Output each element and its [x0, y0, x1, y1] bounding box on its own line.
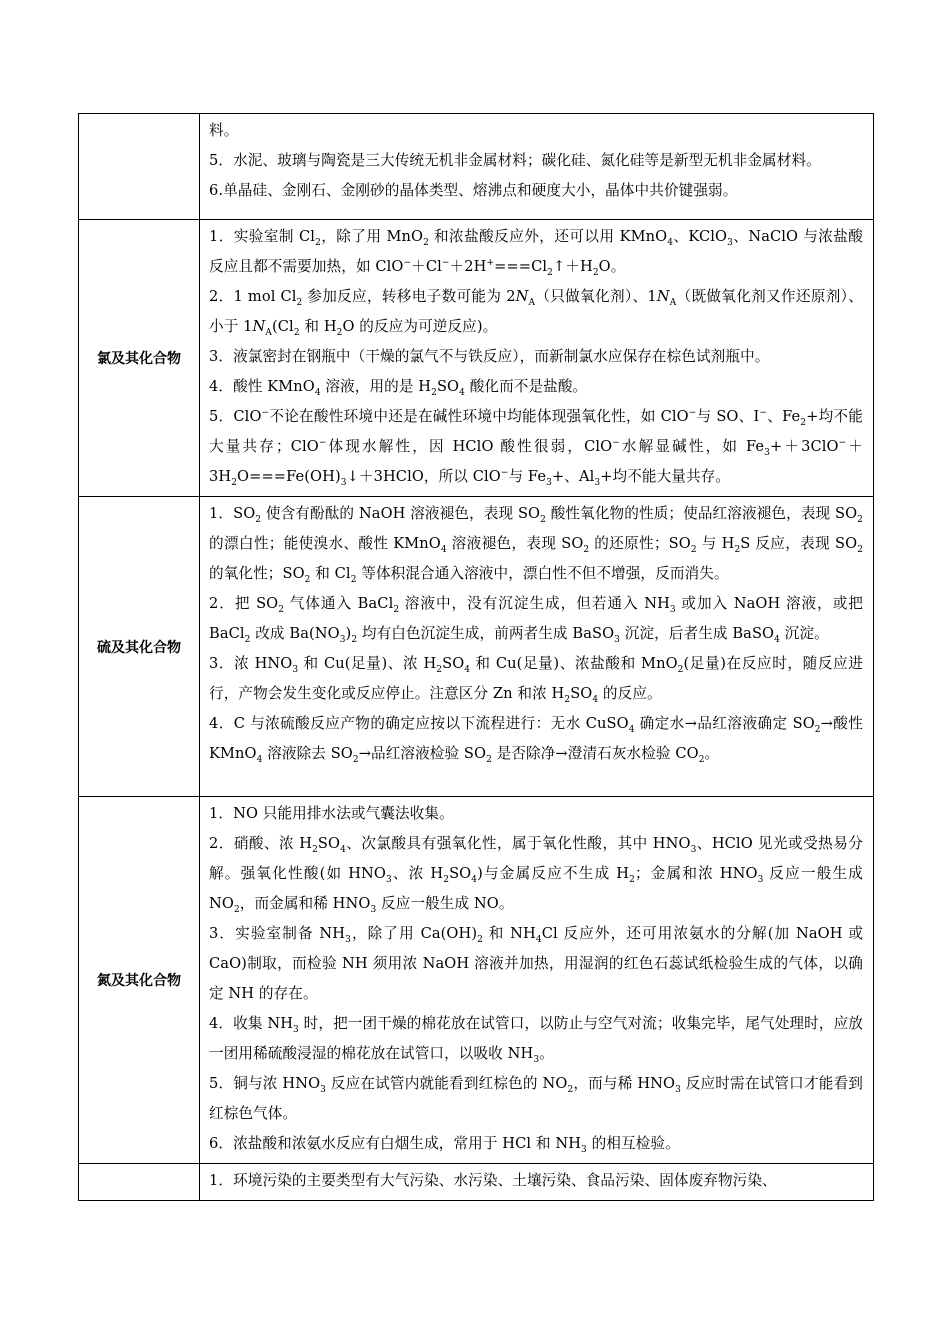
- paragraph: 4．收集 $NH_3$ 时，把一团干燥的棉花放在试管口，以防止与空气对流；收集完毕，尾气处理时，应放一团用稀硫酸浸湿的棉花放在试管口，以吸收 $NH_3$。: [209, 1015, 864, 1065]
- table-body: [79, 114, 874, 1201]
- paragraph: 3．浓 $HNO_3$ 和 Cu(足量)、浓 $H_2SO_4$ 和 Cu(足量)、浓盐酸和 MnO$_2$(足量)在反应时，随反应进行，产物会发生变化或反应停止。注意区分 Zn 和浓 $H_2SO_4$ 的反应。: [209, 655, 863, 705]
- category-cell: 氮及其化合物: [79, 797, 200, 1164]
- knowledge-table: [78, 113, 874, 1201]
- content-cell: [200, 497, 874, 797]
- category-cell: 氯及其化合物: [79, 220, 200, 497]
- content-cell: [200, 1164, 874, 1201]
- paragraph: 6．浓盐酸和浓氨水反应有白烟生成，常用于 HCl 和 $NH_3$ 的相互检验。: [209, 1135, 680, 1155]
- table-row: [79, 114, 874, 220]
- paragraph: 1．环境污染的主要类型有大气污染、水污染、土壤污染、食品污染、固体废弃物污染、: [209, 1172, 777, 1189]
- table-row: [79, 797, 874, 1164]
- paragraph: 2．1 mol $Cl_2$ 参加反应，转移电子数可能为 $2N_A$（只做氧化剂）、$1N_A$（既做氧化剂又作还原剂）、小于 $1N_A(Cl_2$ 和 $H_2O$ 的反应为可逆反应)。: [209, 288, 863, 338]
- paragraph: 1．NO 只能用排水法或气囊法收集。: [209, 805, 454, 822]
- paragraph: 1．实验室制 $Cl_2$，除了用 MnO$_2$ 和浓盐酸反应外，还可以用 KMnO$_4$、KClO$_3$、NaClO 与浓盐酸反应且都不需要加热，如 $ClO^-+Cl^-+2H^+===Cl_2↑+H_2O$。: [209, 228, 864, 278]
- paragraph: 5．铜与浓 $HNO_3$ 反应在试管内就能看到红棕色的 $NO_2$，而与稀 $HNO_3$ 反应时需在试管口才能看到红棕色气体。: [209, 1075, 863, 1122]
- paragraph: 4．酸性 KMnO$_4$ 溶液，用的是 $H_2SO_4$ 酸化而不是盐酸。: [209, 378, 588, 398]
- category-cell: [79, 114, 200, 220]
- table-row: [79, 220, 874, 497]
- content-cell: [200, 220, 874, 497]
- paragraph: 3．实验室制备 $NH_3$，除了用 $Ca(OH)_2$ 和 $NH_4Cl$ 反应外，还可用浓氨水的分解(加 NaOH 或 CaO)制取，而检验 NH 须用浓 NaOH 溶液并加热，用湿润的红色石蕊试纸检验生成的气体，以确定 NH 的存在。: [209, 925, 864, 1002]
- paragraph: 5．ClO−不论在酸性环境中还是在碱性环境中均能体现强氧化性，如 ClO−与 SO、I−、$Fe_2+$均不能大量共存；ClO−体现水解性，因 HClO 酸性很弱，ClO−水解显碱性，如 $Fe_3++3ClO^-+3H_2O===Fe(OH)_3↓+3HClO$，所以 ClO−与 $Fe_3+$、$Al_3+$均不能大量共存。: [209, 408, 864, 488]
- content-cell: [200, 797, 874, 1164]
- paragraph: 5．水泥、玻璃与陶瓷是三大传统无机非金属材料；碳化硅、氮化硅等是新型无机非金属材料。: [209, 152, 821, 169]
- table-row: [79, 497, 874, 797]
- paragraph: 2．把 $SO_2$ 气体通入 BaCl$_2$ 溶液中，没有沉淀生成，但若通入 $NH_3$ 或加入 NaOH 溶液，或把 BaCl$_2$ 改成 $Ba(NO_3)_2$ 均有白色沉淀生成，前两者生成 BaSO$_3$ 沉淀，后者生成 BaSO$_4$ 沉淀。: [209, 595, 863, 645]
- paragraph: 4．C 与浓硫酸反应产物的确定应按以下流程进行：无水 CuSO$_4$ 确定水→品红溶液确定 $SO_2\to$酸性 KMnO$_4$ 溶液除去 $SO_2\to$品红溶液检验 $SO_2$ 是否除净→澄清石灰水检验 $CO_2$。: [209, 715, 863, 765]
- table-row: [79, 1164, 874, 1201]
- paragraph: 6.单晶硅、金刚石、金刚砂的晶体类型、熔沸点和硬度大小，晶体中共价键强弱。: [209, 182, 738, 199]
- paragraph: 1．$SO_2$ 使含有酚酞的 NaOH 溶液褪色，表现 $SO_2$ 酸性氧化物的性质；使品红溶液褪色，表现 $SO_2$ 的漂白性；能使溴水、酸性 KMnO$_4$ 溶液褪色，表现 $SO_2$ 的还原性；$SO_2$ 与 $H_2S$ 反应，表现 $SO_2$ 的氧化性；$SO_2$ 和 $Cl_2$ 等体积混合通入溶液中，漂白性不但不增强，反而消失。: [209, 505, 864, 585]
- category-cell: 硫及其化合物: [79, 497, 200, 797]
- category-cell: [79, 1164, 200, 1201]
- paragraph: 3．液氯密封在钢瓶中（干燥的氯气不与铁反应），而新制氯水应保存在棕色试剂瓶中。: [209, 348, 770, 365]
- paragraph: 2．硝酸、浓 $H_2SO_4$、次氯酸具有强氧化性，属于氧化性酸，其中 $HNO_3$、HClO 见光或受热易分解。强氧化性酸(如 $HNO_3$、浓 $H_2SO_4$)与金属反应不生成 $H_2$；金属和浓 $HNO_3$ 反应一般生成 $NO_2$，而金属和稀 $HNO_3$ 反应一般生成 NO。: [209, 835, 864, 915]
- content-cell: [200, 114, 874, 220]
- paragraph: 料。: [209, 122, 239, 139]
